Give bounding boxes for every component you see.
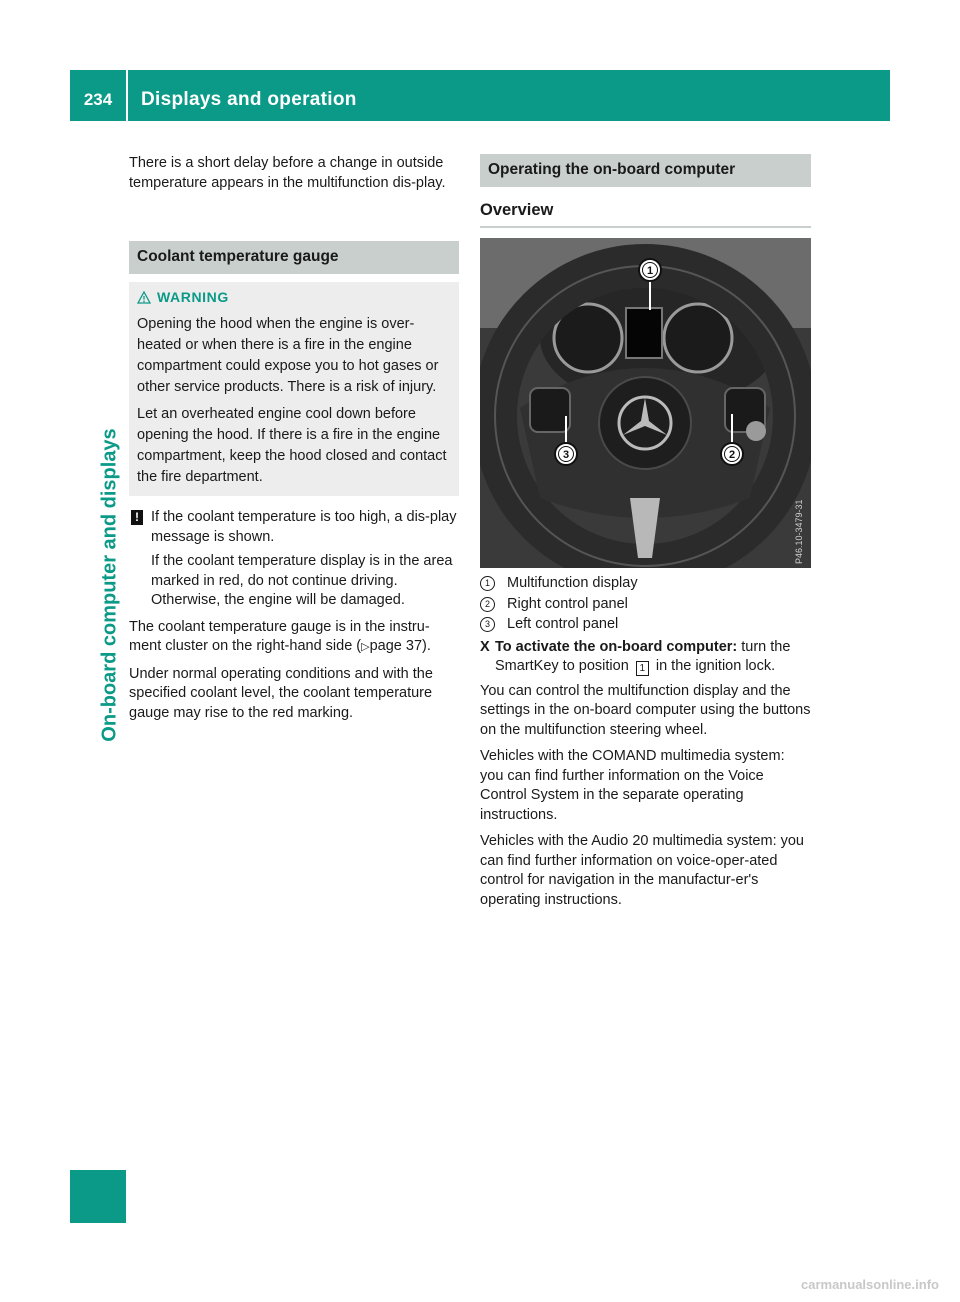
legend-number-icon: 2 — [480, 597, 495, 612]
gauge-location-paragraph — [129, 618, 459, 658]
note-body — [151, 508, 459, 616]
paragraph-audio20: Vehicles with the Audio 20 multimedia system: you can find further information on voice-oper-ated control for navigation in the manufactur-er's operating instructions. — [480, 833, 804, 908]
subtitle-overview: Overview — [480, 201, 811, 229]
warning-paragraph-1: Opening the hood when the engine is over-heated or when there is a fire in the engine compartment could expose you to hot gases or other service products. There is a risk of injury. — [137, 316, 439, 395]
callout-1-label: 1 — [646, 265, 654, 277]
legend-item — [480, 574, 811, 594]
step-arrow-icon: X — [480, 638, 490, 655]
watermark: carmanualsonline.info — [801, 1277, 939, 1292]
step-text-b: in the ignition lock. — [655, 658, 776, 674]
left-column — [129, 154, 459, 730]
exclamation-icon: ! — [131, 510, 143, 525]
warning-icon — [137, 291, 151, 304]
step-text — [495, 638, 811, 677]
page-reference-link[interactable]: page 37). — [369, 638, 431, 654]
warning-label: WARNING — [157, 288, 229, 305]
gauge-location-text: The coolant temperature gauge is in the instru-ment cluster on the right-hand side ( — [129, 618, 430, 654]
chapter-tab — [70, 1170, 126, 1223]
step-heading: To activate the on-board computer: — [495, 638, 738, 655]
ignition-position-icon: 1 — [636, 661, 649, 676]
paragraph-comand: Vehicles with the COMAND multimedia system: you can find further information on the Voice Control System in the separate operating instructions. — [480, 748, 785, 823]
legend-number-icon: 1 — [480, 576, 495, 591]
note — [129, 508, 459, 616]
callout-3 — [555, 443, 577, 465]
legend — [480, 574, 811, 635]
page-number: 234 — [83, 90, 113, 109]
step-text-a: turn the SmartKey to position — [495, 638, 791, 674]
legend-number-icon: 3 — [480, 617, 495, 632]
legend-item — [480, 615, 811, 635]
intro-paragraph: There is a short delay before a change in outside temperature appears in the multifunction dis-play. — [129, 155, 446, 191]
normal-conditions-paragraph: Under normal operating conditions and with the specified coolant level, the coolant temperature gauge may rise to the red marking. — [129, 665, 433, 721]
note-paragraph-1: If the coolant temperature is too high, a dis-play message is shown. — [151, 509, 457, 545]
steering-wheel-photo — [480, 238, 811, 568]
callout-3-label: 3 — [562, 449, 570, 461]
page-title: Displays and operation — [141, 89, 357, 110]
paragraph-control: You can control the multifunction display and the settings in the on-board computer using the buttons on the multifunction steering wheel. — [480, 682, 811, 738]
callout-1 — [639, 259, 661, 281]
legend-item — [480, 595, 811, 615]
warning-header — [137, 288, 451, 308]
callout-2-label: 2 — [728, 449, 736, 461]
photo-code: P46.10-3479-31 — [794, 499, 804, 564]
section-title-onboard: Operating the on-board computer — [480, 154, 811, 187]
instruction-step — [480, 638, 811, 677]
chapter-label: On-board computer and displays — [98, 428, 121, 742]
legend-text: Right control panel — [507, 595, 628, 612]
header-divider — [126, 70, 128, 121]
warning-paragraph-2: Let an overheated engine cool down before opening the hood. If there is a fire in the engine compartment, keep the hood closed and contact the fire department. — [137, 406, 447, 485]
note-paragraph-2: If the coolant temperature display is in the area marked in red, do not continue driving. Otherwise, the engine will be damaged. — [151, 553, 453, 608]
legend-text: Left control panel — [507, 616, 619, 632]
page-reference-icon: ▷ — [361, 641, 370, 653]
warning-box — [129, 282, 459, 497]
callout-2 — [721, 443, 743, 465]
legend-text: Multifunction display — [507, 575, 638, 591]
right-column — [480, 154, 811, 917]
section-title-coolant: Coolant temperature gauge — [129, 241, 459, 274]
